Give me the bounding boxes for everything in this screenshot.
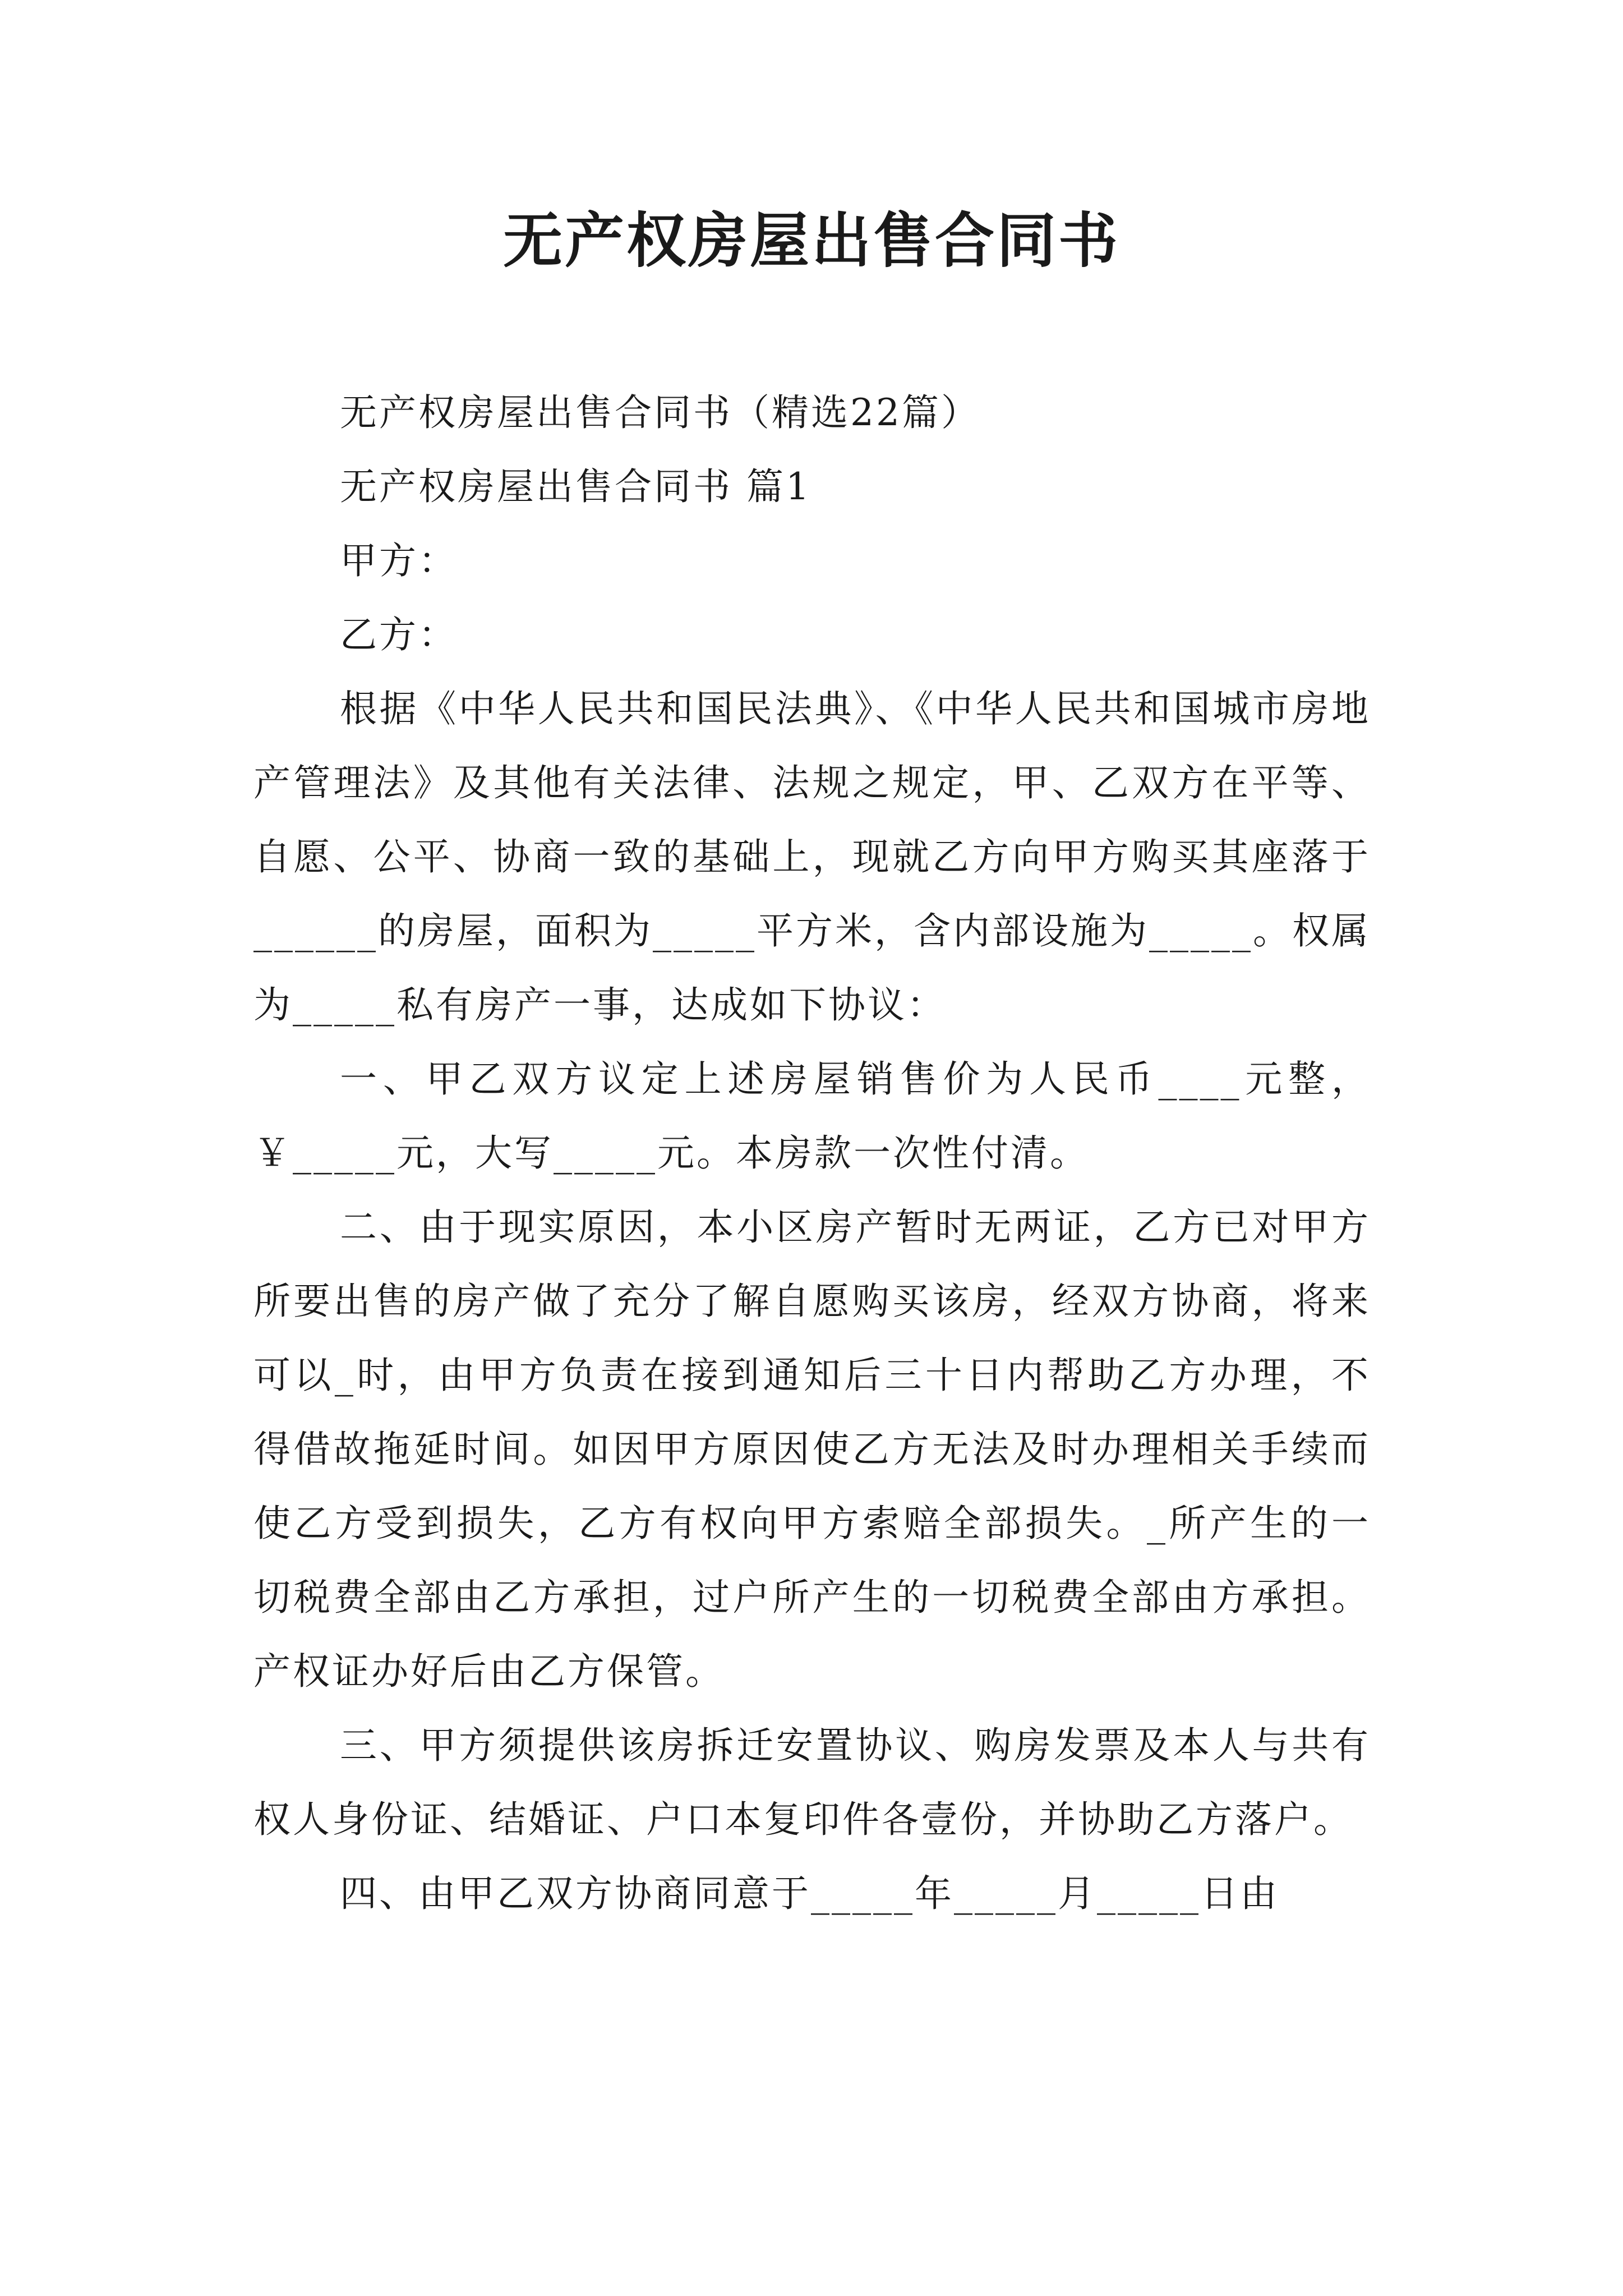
clause-2-paragraph: 二、由于现实原因，本小区房产暂时无两证，乙方已对甲方所要出售的房产做了充分了解自愿购买该房，经双方协商，将来可以_时，由甲方负责在接到通知后三十日内帮助乙方办理，不得借故拖延时间。如因甲方原因使乙方无法及时办理相关手续而使乙方受到损失，乙方有权向甲方索赔全部损失。_所产生的一切税费全部由乙方承担，过户所产生的一切税费全部由方承担。产权证办好后由乙方保管。	[253, 1205, 1371, 1693]
section-heading: 无产权房屋出售合同书 篇1	[340, 465, 811, 508]
clause-3-paragraph: 三、甲方须提供该房拆迁安置协议、购房发票及本人与共有权人身份证、结婚证、户口本复印件各壹份，并协助乙方落户。	[253, 1724, 1371, 1841]
party-a-line: 甲方：	[340, 539, 458, 582]
clause-1-paragraph: 一、甲乙双方议定上述房屋销售价为人民币____元整，￥_____元，大写_____元。本房款一次性付清。	[253, 1057, 1371, 1175]
party-b-line: 乙方：	[340, 613, 458, 656]
preamble-paragraph: 根据《中华人民共和国民法典》、《中华人民共和国城市房地产管理法》及其他有关法律、法规之规定，甲、乙双方在平等、自愿、公平、协商一致的基础上，现就乙方向甲方购买其座落于______的房屋，面积为_____平方米，含内部设施为_____。权属为_____私有房产一事，达成如下协议：	[253, 687, 1371, 1027]
clause-4-paragraph: 四、由甲乙双方协商同意于_____年_____月_____日由	[340, 1872, 1279, 1915]
subtitle-line: 无产权房屋出售合同书（精选22篇）	[340, 391, 980, 434]
document-title: 无产权房屋出售合同书	[503, 206, 1120, 275]
document-body	[253, 376, 1371, 1931]
